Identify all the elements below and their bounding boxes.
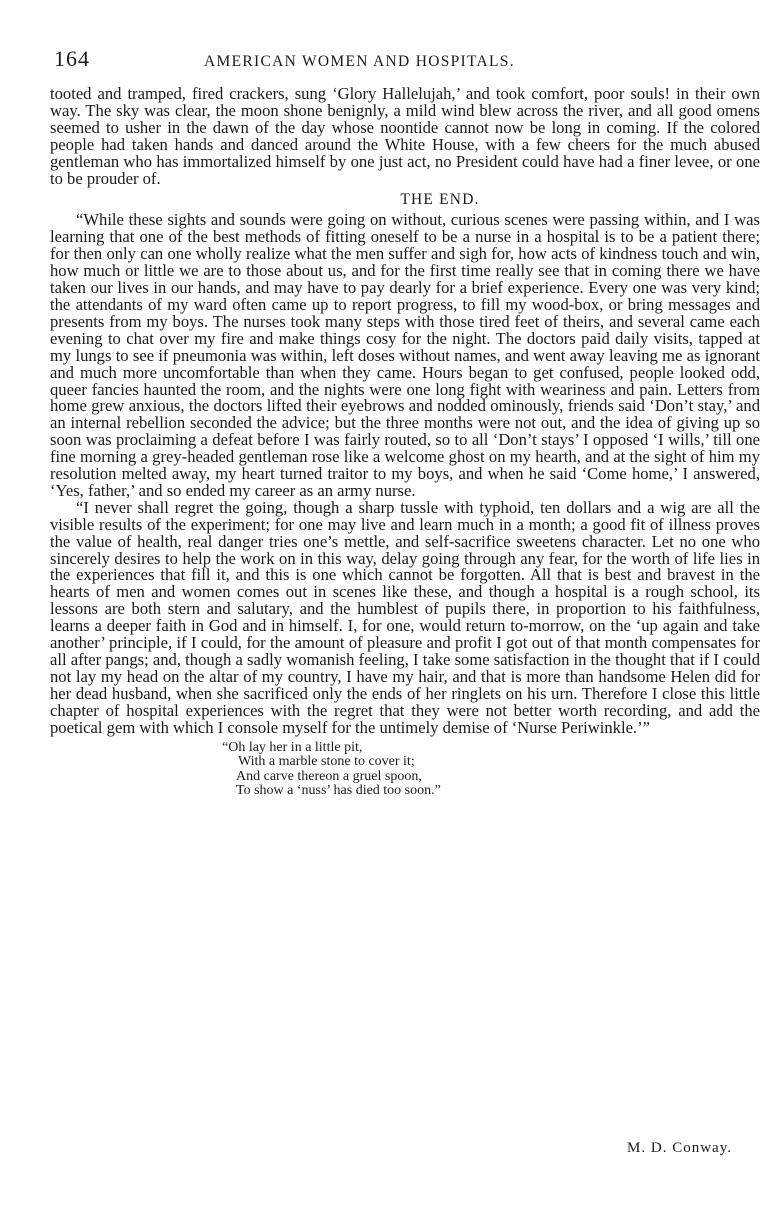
author-signature: M. D. Conway. (627, 1140, 732, 1156)
poem-line-2: With a marble stone to cover it; (238, 754, 415, 770)
paragraph-no-regret: “I never shall regret the going, though a sharp tussle with typhoid, ten dollars and a wig are all the visible results of the experiment; for one may live and learn much in a month; a good fit of illness proves the value of health, real danger tries one’s mettle, and self-sacrifice sweetens character. Let no one who sincerely desires to help the work on in this way, delay going through any fear, for the worth of life lies in the experiences that fill it, and this is one which cannot be forgotten. All that is best and bravest in the hearts of men and women comes out in scenes like these, and though a hospital is a rough school, its lessons are both stern and salutary, and the humblest of pupils there, in proportion to his faithfulness, learns a deeper faith in God and in himself. I, for one, would return to-morrow, on the ‘up again and take another’ principle, if I could, for the amount of pleasure and profit I got out of that month compensates for all after pangs; and, though a sadly womanish feeling, I take some satisfaction in the thought that if I could not lay my head on the altar of my country, I have my hair, and that is more than handsome Helen did for her dead husband, when she sacrificed only the ends of her ringlets on his urn. Therefore I close this little chapter of hospital experiences with the regret that they were not better worth recording, and add the poetical gem with which I console myself for the untimely demise of ‘Nurse Periwinkle.’” (50, 497, 760, 737)
book-page (50, 46, 760, 799)
paragraph-continued: tooted and tramped, fired crackers, sung ‘Glory Hallelujah,’ and took comfort, poor souls! in their own way. The sky was clear, the moon shone benignly, a mild wind blew across the river, and all good omens seemed to usher in the dawn of the day whose noontide cannot now be long in coming. If the colored people had taken hands and danced around the White House, with a few cheers for the much abused gentleman who has immortalized himself by one just act, no President could have had a finer levee, or one to be prouder of. (50, 84, 760, 188)
body-text (50, 86, 760, 737)
poem-line-3: And carve thereon a gruel spoon, (236, 768, 422, 784)
running-head (54, 46, 760, 86)
poem-line-4: To show a ‘nuss’ has died too soon.” (236, 783, 441, 799)
page-number: 164 (54, 46, 90, 71)
poem-line-1: “Oh lay her in a little pit, (222, 739, 363, 755)
section-heading: THE END. (400, 191, 480, 209)
running-title: AMERICAN WOMEN AND HOSPITALS. (204, 53, 515, 70)
paragraph-hospital-stay: “While these sights and sounds were going on without, curious scenes were passing within, and I was learning that one of the best methods of fitting oneself to be a nurse in a hospital is to be a patient there; for then only can one wholly realize what the men suffer and sigh for, how acts of kindness touch and win, how much or little we are to those about us, and for the first time really see that in coming there we have taken our lives in our hands, and may have to pay dearly for a brief experience. Every one was very kind; the attendants of my ward often came up to report progress, to fill my wood-box, or bring messages and presents from my boys. The nurses took many steps with those tired feet of theirs, and several came each evening to chat over my fire and make things cosy for the night. The doctors paid daily visits, tapped at my lungs to see if pneumonia was within, left doses without names, and went away leaving me as ignorant and much more uncomfortable than when they came. Hours began to get confused, people looked odd, queer fancies haunted the room, and the nights were one long fight with weariness and pain. Letters from home grew anxious, the doctors lifted their eyebrows and nodded ominously, friends said ‘Don’t stay,’ and an internal rebellion seconded the advice; but the three months were not out, and the idea of giving up so soon was proclaiming a defeat before I was fairly routed, so to all ‘Don’t stays’ I opposed ‘I wills,’ till one fine morning a grey-headed gentleman rose like a welcome ghost on my hearth, and at the sight of him my resolution melted away, my heart turned traitor to my boys, and when he said ‘Come home,’ I answered, ‘Yes, father,’ and so ended my career as an army nurse. (50, 210, 760, 500)
poem (222, 741, 760, 799)
